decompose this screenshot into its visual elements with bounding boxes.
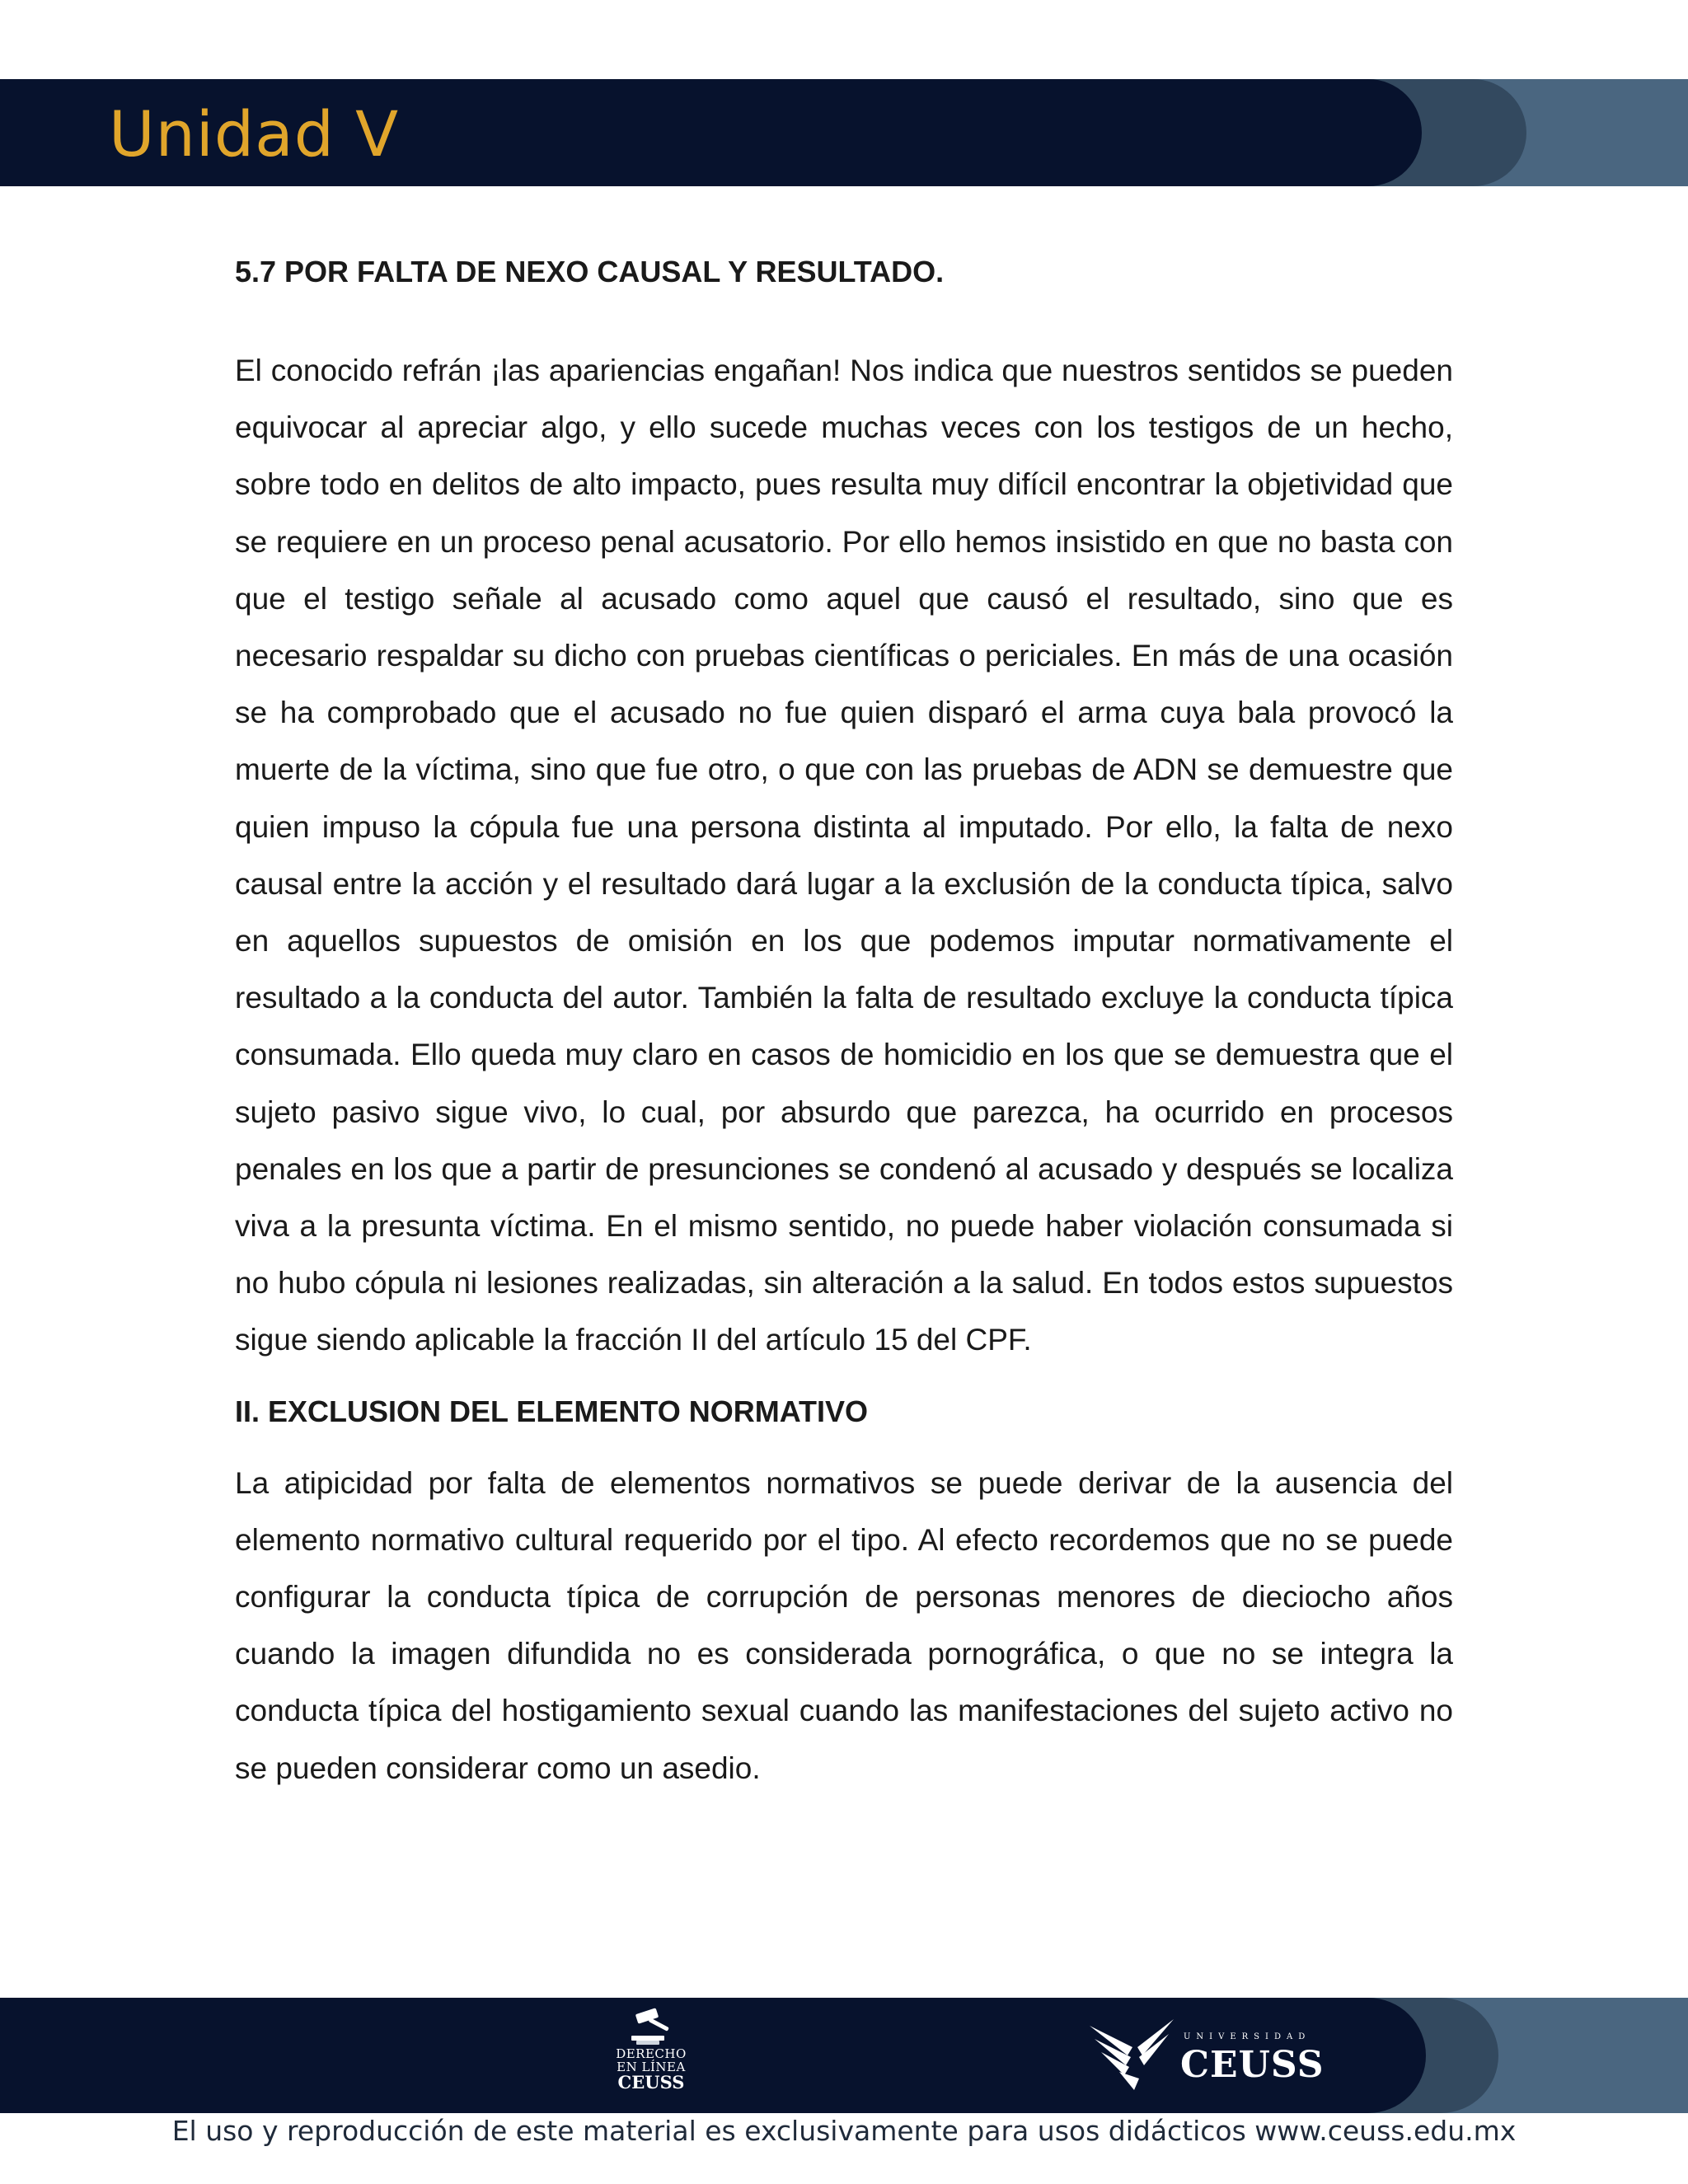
footer-band (0, 1998, 1688, 2113)
gavel-icon (625, 2006, 678, 2047)
usage-notice: El uso y reproducción de este material es exclusivamente para usos didácticos www.ceuss.edu.mx (171, 2115, 1517, 2147)
derecho-logo-line2: EN LÍNEA (617, 2060, 686, 2074)
document-body (235, 247, 1453, 1797)
unit-title: Unidad V (109, 97, 400, 171)
ceuss-tagline: UNIVERSIDAD (1184, 2032, 1311, 2041)
section-heading: 5.7 POR FALTA DE NEXO CAUSAL Y RESULTADO. (235, 255, 945, 288)
universidad-ceuss-logo (1086, 2009, 1325, 2102)
section-paragraph: El conocido refrán ¡las apariencias engañan! Nos indica que nuestros sentidos se pueden equivocar al apreciar algo, y ello sucede muchas veces con los testigos de un hecho, sobre todo en delitos de alto impacto, pues resulta muy difícil encontrar la objetividad que se requiere en un proceso penal acusatorio. Por ello hemos insistido en que no basta con que el testigo señale al acusado como aquel que causó el resultado, sino que es necesario respaldar su dicho con pruebas científicas o periciales. En más de una ocasión se ha comprobado que el acusado no fue quien disparó el arma cuya bala provocó la muerte de la víctima, sino que fue otro, o que con las pruebas de ADN se demuestre que quien impuso la cópula fue una persona distinta al imputado. Por ello, la falta de nexo causal entre la acción y el resultado dará lugar a la exclusión de la conducta típica, salvo en aquellos supuestos de omisión en los que podemos imputar normativamente el resultado a la conducta del autor. También la falta de resultado excluye la conducta típica consumada. Ello queda muy claro en casos de homicidio en los que se demuestra que el sujeto pasivo sigue vivo, lo cual, por absurdo que parezca, ha ocurrido en procesos penales en los que a partir de presunciones se condenó al acusado y después se localiza viva a la presunta víctima. En el mismo sentido, no puede haber violación consumada si no hubo cópula ni lesiones realizadas, sin alteración a la salud. En todos estos supuestos sigue siendo aplicable la fracción II del artículo 15 del CPF. (235, 354, 1453, 1357)
section2-heading: II. EXCLUSION DEL ELEMENTO NORMATIVO (235, 1394, 869, 1428)
ceuss-wing-icon (1086, 2014, 1177, 2097)
header-band (0, 79, 1688, 186)
derecho-logo-line1: DERECHO (616, 2046, 687, 2061)
derecho-logo-line3: CEUSS (617, 2072, 685, 2093)
derecho-en-linea-logo (606, 2006, 696, 2107)
section2-paragraph: La atipicidad por falta de elementos normativos se puede derivar de la ausencia del elemento normativo cultural requerido por el tipo. Al efecto recordemos que no se puede configurar la conducta típica de corrupción de personas menores de dieciocho años cuando la imagen difundida no es considerada pornográfica, o que no se integra la conducta típica del hostigamiento sexual cuando las manifestaciones del sujeto activo no se pueden considerar como un asedio. (235, 1465, 1453, 1785)
ceuss-name: CEUSS (1180, 2044, 1325, 2086)
